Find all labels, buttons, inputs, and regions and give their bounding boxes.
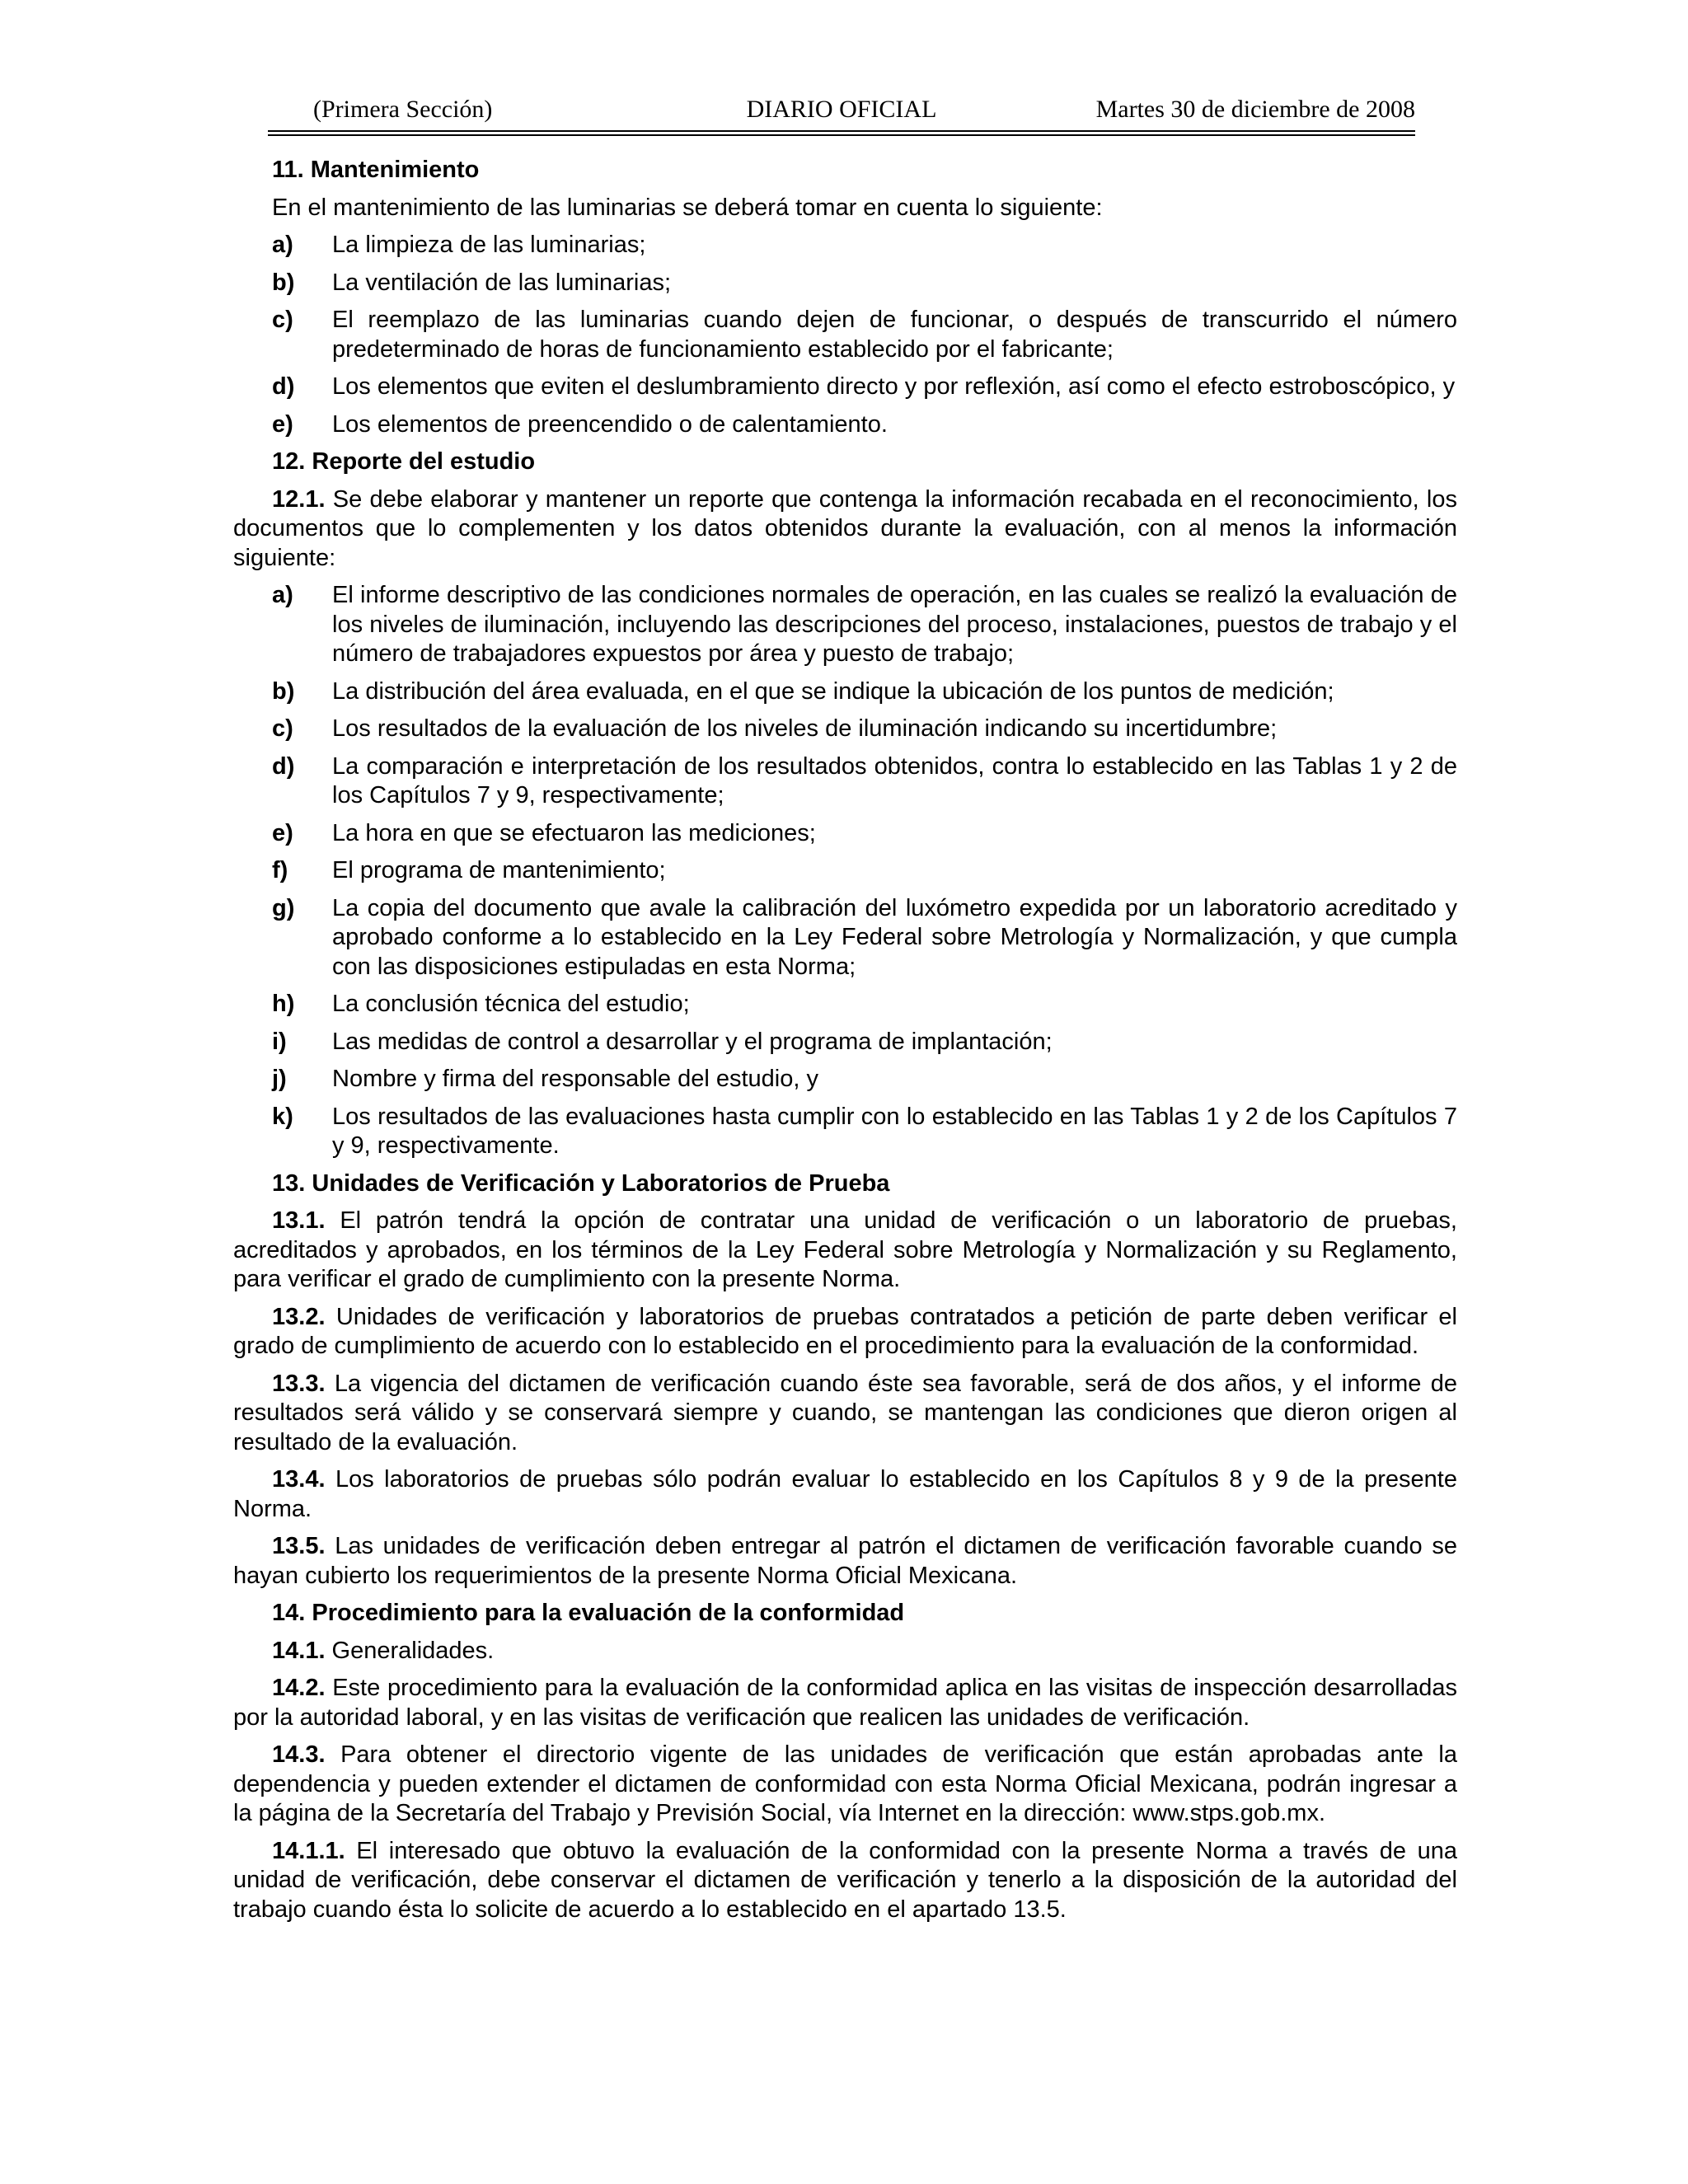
- list-item-text: La limpieza de las luminarias;: [332, 232, 646, 258]
- document-body: [233, 156, 1457, 1933]
- list-item: [233, 1028, 1457, 1057]
- paragraph-13-2: [233, 1303, 1457, 1361]
- list-item-label: g): [272, 894, 295, 921]
- header-publication: DIARIO OFICIAL: [746, 96, 937, 123]
- list-item: [233, 231, 1457, 260]
- list-item-label: d): [272, 373, 295, 400]
- section-11-intro: En el mantenimiento de las luminarias se deberá tomar en cuenta lo siguiente:: [272, 194, 1103, 221]
- list-item-text: El programa de mantenimiento;: [332, 857, 666, 883]
- list-item-label: a): [272, 232, 293, 258]
- list-item: [233, 306, 1457, 364]
- list-item: [233, 1103, 1457, 1161]
- paragraph-13-3: [233, 1370, 1457, 1458]
- list-item: [233, 410, 1457, 440]
- paragraph-14-2: [233, 1674, 1457, 1732]
- list-item-text: El informe descriptivo de las condiciones normales de operación, en las cuales se realizó la evaluación de los niveles de iluminación, incluyendo las descripciones del proceso, instalaciones, puestos de trabajo y el número de trabajadores expuestos por área y puesto de trabajo;: [332, 582, 1457, 667]
- list-item-label: b): [272, 677, 295, 705]
- paragraph-number: 13.1.: [272, 1207, 326, 1234]
- list-item-label: e): [272, 819, 293, 846]
- list-item: [233, 752, 1457, 811]
- list-item-text: Los resultados de la evaluación de los niveles de iluminación indicando su incertidumbre;: [332, 715, 1278, 742]
- list-item: [233, 894, 1457, 982]
- paragraph-text: La vigencia del dictamen de verificación cuando éste sea favorable, será de dos años, y el informe de resultados será válido y se conservará siempre y cuando, se mantengan las condiciones que dieron origen al resultado de la evaluación.: [233, 1370, 1457, 1455]
- list-item-label: c): [272, 307, 293, 333]
- paragraph-number: 14.1.1.: [272, 1837, 345, 1864]
- list-item-text: Nombre y firma del responsable del estudio, y: [332, 1066, 818, 1092]
- paragraph-number: 13.3.: [272, 1370, 326, 1397]
- list-item-label: b): [272, 269, 295, 296]
- paragraph-text: Para obtener el directorio vigente de las unidades de verificación que están aprobadas ante la dependencia y pueden extender el dictamen de conformidad con esta Norma Oficial Mexicana, podrán ingresar a la página de la Secretaría del Trabajo y Previsión Social, vía Internet en la dirección: www.stps.gob.mx.: [233, 1741, 1457, 1826]
- paragraph-number: 14.1.: [272, 1637, 326, 1664]
- section-12-list: [233, 581, 1457, 1161]
- paragraph-number: 14.2.: [272, 1675, 326, 1701]
- list-item-text: El reemplazo de las luminarias cuando dejen de funcionar, o después de transcurrido el número predeterminado de horas de funcionamiento establecido por el fabricante;: [332, 307, 1457, 363]
- list-item: [233, 819, 1457, 849]
- paragraph-text: Este procedimiento para la evaluación de la conformidad aplica en las visitas de inspección desarrolladas por la autoridad laboral, y en las visitas de verificación que realicen las unidades de verificación.: [233, 1675, 1457, 1731]
- header-rule-bottom: [268, 134, 1415, 136]
- list-item-text: Los elementos que eviten el deslumbramiento directo y por reflexión, así como el efecto estroboscópico, y: [332, 373, 1456, 400]
- list-item: [233, 856, 1457, 886]
- paragraph-text: El interesado que obtuvo la evaluación de la conformidad con la presente Norma a través de una unidad de verificación, debe conservar el dictamen de verificación y tenerlo a la disposición de la autoridad del trabajo cuando ésta lo solicite de acuerdo a lo establecido en el apartado 13.5.: [233, 1837, 1457, 1923]
- paragraph-13-4: [233, 1465, 1457, 1524]
- paragraph-text: Se debe elaborar y mantener un reporte que contenga la información recabada en el reconocimiento, los documentos que lo complementen y los datos obtenidos durante la evaluación, con al menos la información siguiente:: [233, 485, 1457, 571]
- paragraph-text: Unidades de verificación y laboratorios de pruebas contratados a petición de parte deben verificar el grado de cumplimiento de acuerdo con lo establecido en el procedimiento para la evaluación de la conformidad.: [233, 1303, 1457, 1359]
- paragraph-14-3: [233, 1741, 1457, 1829]
- list-item-text: La copia del documento que avale la calibración del luxómetro expedida por un laboratorio acreditado y aprobado conforme a lo establecido en la Ley Federal sobre Metrología y Normalización, y que cumpla con las disposiciones estipuladas en esta Norma;: [332, 894, 1457, 980]
- list-item: [233, 677, 1457, 707]
- section-11-heading: 11. Mantenimiento: [272, 157, 480, 183]
- paragraph-text: Generalidades.: [325, 1637, 495, 1664]
- section-13-heading: 13. Unidades de Verificación y Laboratorios de Prueba: [272, 1169, 890, 1197]
- section-14-heading: 14. Procedimiento para la evaluación de la conformidad: [272, 1600, 905, 1626]
- paragraph-text: Los laboratorios de pruebas sólo podrán evaluar lo establecido en los Capítulos 8 y 9 de la presente Norma.: [233, 1466, 1457, 1522]
- list-item: [233, 373, 1457, 402]
- list-item-text: La conclusión técnica del estudio;: [332, 991, 690, 1017]
- paragraph-number: 13.2.: [272, 1303, 326, 1330]
- header-date: Martes 30 de diciembre de 2008: [1095, 96, 1415, 123]
- list-item-text: Las medidas de control a desarrollar y el programa de implantación;: [332, 1028, 1053, 1055]
- list-item-label: h): [272, 991, 295, 1017]
- list-item-label: c): [272, 715, 293, 742]
- paragraph-number: 13.5.: [272, 1533, 326, 1559]
- list-item: [233, 715, 1457, 744]
- list-item-label: f): [272, 857, 288, 883]
- section-12-heading: 12. Reporte del estudio: [272, 448, 536, 475]
- list-item-text: La comparación e interpretación de los resultados obtenidos, contra lo establecido en las Tablas 1 y 2 de los Capítulos 7 y 9, respectivamente;: [332, 752, 1457, 808]
- list-item-label: e): [272, 410, 293, 438]
- list-item-label: j): [272, 1066, 287, 1092]
- list-item-text: La distribución del área evaluada, en el que se indique la ubicación de los puntos de medición;: [332, 677, 1334, 705]
- list-item-text: La ventilación de las luminarias;: [332, 269, 672, 296]
- list-item: [233, 1065, 1457, 1094]
- paragraph-number: 12.1.: [272, 485, 326, 513]
- list-item-text: La hora en que se efectuaron las mediciones;: [332, 819, 816, 846]
- paragraph-number: 13.4.: [272, 1466, 326, 1493]
- list-item: [233, 990, 1457, 1019]
- paragraph-13-5: [233, 1532, 1457, 1591]
- list-item: [233, 269, 1457, 298]
- list-item-label: k): [272, 1103, 293, 1130]
- paragraph-text: Las unidades de verificación deben entregar al patrón el dictamen de verificación favorable cuando se hayan cubierto los requerimientos de la presente Norma Oficial Mexicana.: [233, 1533, 1457, 1589]
- paragraph-number: 14.3.: [272, 1741, 326, 1768]
- list-item-text: Los resultados de las evaluaciones hasta cumplir con lo establecido en las Tablas 1 y 2 de los Capítulos 7 y 9, respectivamente.: [332, 1103, 1457, 1159]
- list-item-text: Los elementos de preencendido o de calentamiento.: [332, 410, 888, 438]
- paragraph-14-1: [233, 1637, 1457, 1666]
- list-item-label: i): [272, 1028, 287, 1055]
- page-header: [268, 96, 1415, 130]
- list-item: [233, 581, 1457, 669]
- paragraph-12-1: [233, 485, 1457, 574]
- section-11-list: [233, 231, 1457, 439]
- header-section: (Primera Sección): [313, 96, 493, 123]
- paragraph-14-1-1: [233, 1837, 1457, 1925]
- list-item-label: a): [272, 582, 293, 608]
- list-item-label: d): [272, 752, 295, 780]
- header-rule-top: [268, 130, 1415, 132]
- paragraph-text: El patrón tendrá la opción de contratar una unidad de verificación o un laboratorio de pruebas, acreditados y aprobados, en los términos de la Ley Federal sobre Metrología y Normalización y su Reglamento, para verificar el grado de cumplimiento con la presente Norma.: [233, 1207, 1457, 1292]
- paragraph-13-1: [233, 1207, 1457, 1295]
